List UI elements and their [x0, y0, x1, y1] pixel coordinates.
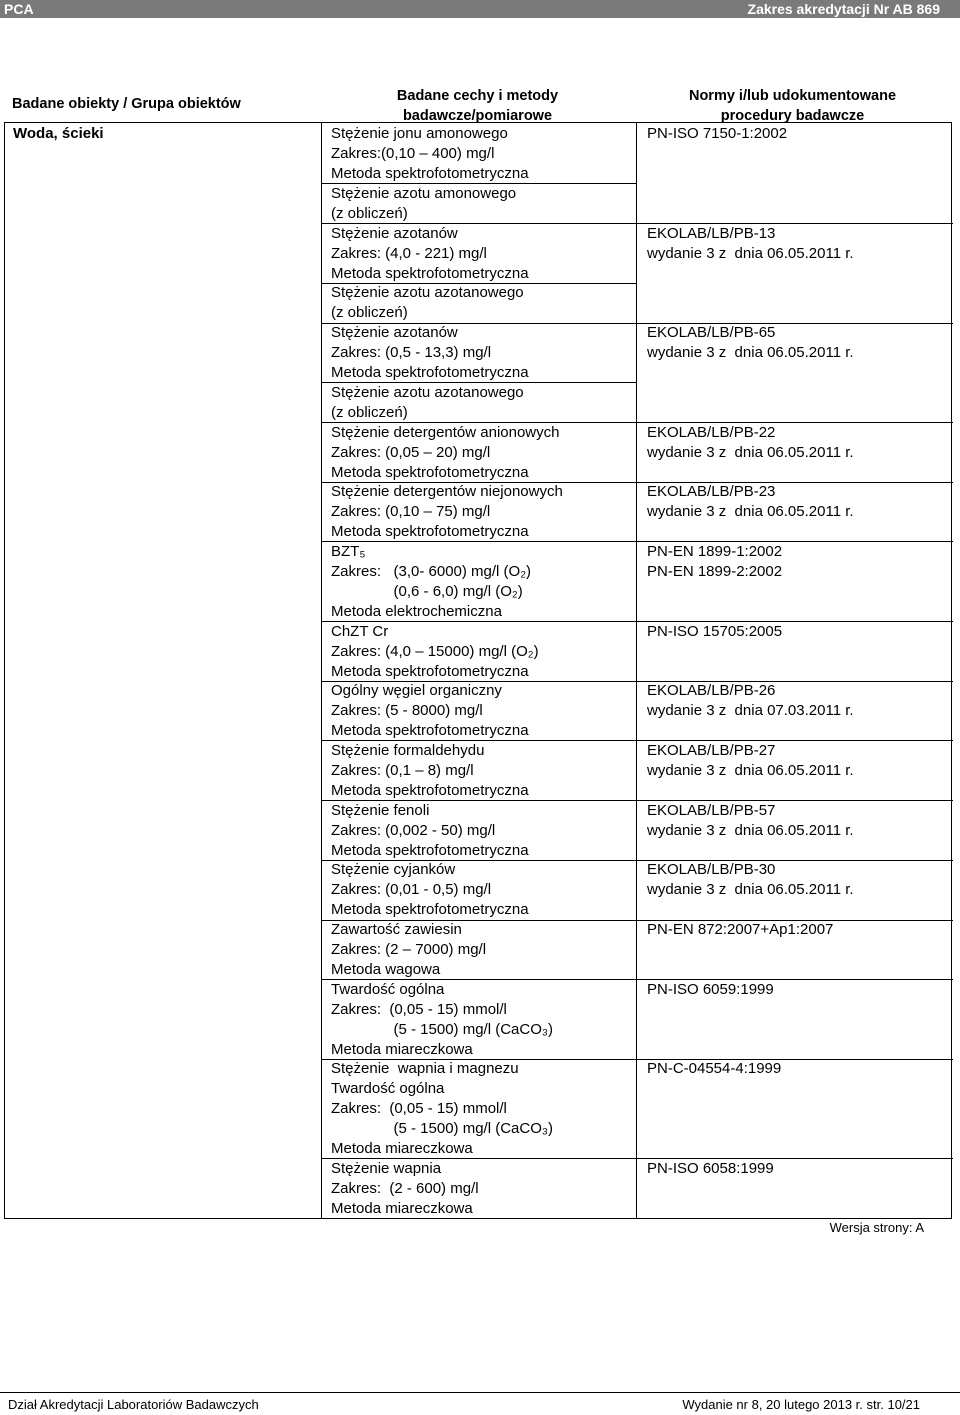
method-cell: [331, 1159, 479, 1219]
norm-cell: [647, 423, 854, 463]
norm-line: PN-ISO 7150-1:2002: [647, 125, 788, 142]
method-line: Stężenie azotu azotanowego: [331, 383, 524, 401]
norm-cell: [647, 1059, 781, 1079]
norm-line: EKOLAB/LB/PB-57: [647, 801, 776, 819]
method-line: Zakres: (0,01 - 0,5) mg/l: [331, 881, 492, 899]
norm-line: PN-EN 1899-2:2002: [647, 562, 783, 580]
norm-line: EKOLAB/LB/PB-65: [647, 324, 776, 341]
norm-line: EKOLAB/LB/PB-27: [647, 741, 776, 759]
norm-line: EKOLAB/LB/PB-13: [647, 224, 776, 242]
header-right: Zakres akredytacji Nr AB 869: [747, 1, 940, 17]
method-line: Metoda spektrofotometryczna: [331, 523, 529, 541]
method-line: Metoda spektrofotometryczna: [331, 722, 529, 740]
method-line: Zakres: (0,002 - 50) mg/l: [331, 821, 496, 839]
norm-line: PN-ISO 6058:1999: [647, 1159, 774, 1177]
method-line: Metoda spektrofotometryczna: [331, 781, 529, 799]
method-cell: [331, 542, 531, 622]
norm-line: EKOLAB/LB/PB-23: [647, 483, 776, 501]
method-line: Metoda wagowa: [331, 961, 441, 978]
method-line: Stężenie formaldehydu: [331, 741, 485, 759]
accreditation-table: [4, 122, 952, 1219]
norm-line: wydanie 3 z dnia 06.05.2011 r.: [647, 244, 854, 262]
method-line: Zakres:(0,10 – 400) mg/l: [331, 145, 495, 162]
method-cell: [331, 622, 539, 682]
method-line: Metoda miareczkowa: [331, 1140, 473, 1158]
header-left: PCA: [4, 1, 34, 17]
column-header-objects-text: Badane obiekty / Grupa obiektów: [12, 96, 241, 112]
method-line: Stężenie azotu azotanowego: [331, 284, 524, 302]
method-line: Metoda spektrofotometryczna: [331, 841, 529, 859]
column-divider: [636, 123, 637, 1218]
column-header-methods-line1: Badane cechy i metody: [396, 88, 559, 104]
method-cell: [331, 860, 529, 920]
norm-cell: [647, 920, 833, 940]
norm-line: wydanie 3 z dnia 06.05.2011 r.: [647, 881, 854, 899]
method-line: Metoda spektrofotometryczna: [331, 364, 529, 381]
method-line: Metoda spektrofotometryczna: [331, 463, 529, 481]
norm-cell: [647, 124, 787, 144]
norm-line: wydanie 3 z dnia 07.03.2011 r.: [647, 702, 854, 720]
column-header-methods-line2: badawcze/pomiarowe: [402, 108, 553, 124]
method-line: Twardość ogólna: [331, 980, 445, 998]
method-line: (z obliczeń): [331, 403, 408, 421]
method-cell: [331, 423, 560, 483]
method-line: ChZT Cr: [331, 622, 389, 640]
norm-line: EKOLAB/LB/PB-26: [647, 682, 776, 700]
column-header-norms-line2: procedury badawcze: [720, 108, 865, 124]
group-name: Woda, ścieki: [13, 125, 104, 142]
method-line: Stężenie jonu amonowego: [331, 125, 508, 142]
method-line: (z obliczeń): [331, 204, 408, 222]
method-line: Metoda spektrofotometryczna: [331, 901, 529, 919]
norm-cell: [647, 801, 854, 841]
norm-cell: [647, 323, 854, 363]
column-header-methods: [320, 86, 635, 126]
method-line: Stężenie detergentów niejonowych: [331, 483, 563, 501]
norm-cell: [647, 542, 782, 582]
method-line: (5 - 1500) mg/l (CaCO₃): [331, 1020, 553, 1038]
method-cell: [331, 283, 524, 323]
norm-cell: [647, 622, 782, 642]
method-cell: [331, 1059, 553, 1159]
norm-line: PN-ISO 6059:1999: [647, 980, 774, 998]
method-line: Metoda miareczkowa: [331, 1040, 473, 1058]
page-version: Wersja strony: A: [829, 1220, 924, 1235]
method-line: Stężenie cyjanków: [331, 861, 456, 879]
method-line: Zakres: (0,1 – 8) mg/l: [331, 761, 474, 779]
method-line: Zakres: (5 - 8000) mg/l: [331, 702, 483, 720]
method-line: Zakres: (0,05 - 15) mmol/l: [331, 1000, 507, 1018]
method-line: Stężenie wapnia i magnezu: [331, 1060, 519, 1078]
method-line: Zakres: (2 – 7000) mg/l: [331, 941, 487, 958]
column-divider: [321, 123, 322, 1218]
method-line: Stężenie wapnia: [331, 1159, 442, 1177]
method-cell: [331, 224, 529, 284]
norm-line: wydanie 3 z dnia 06.05.2011 r.: [647, 761, 854, 779]
norm-line: EKOLAB/LB/PB-22: [647, 423, 776, 441]
method-cell: [331, 383, 524, 423]
footer-divider: [0, 1392, 960, 1393]
method-cell: [331, 184, 516, 224]
norm-cell: [647, 224, 854, 264]
method-line: Zakres: (0,05 – 20) mg/l: [331, 443, 491, 461]
method-line: (0,6 - 6,0) mg/l (O₂): [331, 582, 523, 600]
column-header-norms: [640, 86, 945, 126]
norm-cell: [647, 482, 854, 522]
page-header: [0, 0, 960, 18]
method-line: Metoda miareczkowa: [331, 1199, 473, 1217]
norm-line: wydanie 3 z dnia 06.05.2011 r.: [647, 503, 854, 521]
norm-line: PN-EN 1899-1:2002: [647, 542, 783, 560]
method-cell: [331, 681, 529, 741]
method-line: BZT₅: [331, 542, 366, 560]
method-cell: [331, 323, 529, 383]
method-cell: [331, 741, 529, 801]
norm-line: PN-EN 872:2007+Ap1:2007: [647, 921, 834, 938]
norm-line: PN-ISO 15705:2005: [647, 622, 783, 640]
method-line: Zawartość zawiesin: [331, 921, 462, 938]
footer-right: Wydanie nr 8, 20 lutego 2013 r. str. 10/21: [682, 1397, 920, 1412]
method-line: Metoda spektrofotometryczna: [331, 264, 529, 282]
method-cell: [331, 801, 529, 861]
method-line: Stężenie fenoli: [331, 801, 430, 819]
method-line: Metoda spektrofotometryczna: [331, 662, 529, 680]
method-line: (5 - 1500) mg/l (CaCO₃): [331, 1120, 553, 1138]
norm-cell: [647, 741, 854, 781]
method-line: Zakres: (0,05 - 15) mmol/l: [331, 1100, 507, 1118]
method-line: Zakres: (0,10 – 75) mg/l: [331, 503, 491, 521]
column-header-norms-line1: Normy i/lub udokumentowane: [688, 88, 897, 104]
norm-cell: [647, 681, 854, 721]
norm-line: wydanie 3 z dnia 06.05.2011 r.: [647, 443, 854, 461]
norm-cell: [647, 1159, 774, 1179]
method-cell: [331, 482, 563, 542]
method-line: Stężenie detergentów anionowych: [331, 423, 560, 441]
method-line: Zakres: (0,5 - 13,3) mg/l: [331, 344, 492, 361]
method-line: Twardość ogólna: [331, 1080, 445, 1098]
method-line: Metoda spektrofotometryczna: [331, 165, 529, 182]
norm-line: wydanie 3 z dnia 06.05.2011 r.: [647, 821, 854, 839]
norm-line: EKOLAB/LB/PB-30: [647, 861, 776, 879]
method-line: Zakres: (2 - 600) mg/l: [331, 1179, 479, 1197]
method-line: Zakres: (4,0 – 15000) mg/l (O₂): [331, 642, 539, 660]
method-cell: [331, 124, 529, 184]
method-line: (z obliczeń): [331, 304, 408, 322]
method-line: Stężenie azotu amonowego: [331, 184, 517, 202]
method-line: Zakres: (4,0 - 221) mg/l: [331, 244, 487, 262]
method-cell: [331, 920, 486, 980]
method-line: Metoda elektrochemiczna: [331, 602, 502, 620]
norm-cell: [647, 860, 854, 900]
norm-line: PN-C-04554-4:1999: [647, 1060, 782, 1078]
method-cell: [331, 980, 553, 1060]
method-line: Stężenie azotanów: [331, 324, 458, 341]
column-header-objects: [12, 94, 312, 114]
method-line: Stężenie azotanów: [331, 224, 458, 242]
norm-cell: [647, 980, 774, 1000]
footer-left: Dział Akredytacji Laboratoriów Badawczych: [8, 1397, 259, 1412]
method-line: Ogólny węgiel organiczny: [331, 682, 502, 700]
method-line: Zakres: (3,0- 6000) mg/l (O₂): [331, 562, 532, 580]
norm-line: wydanie 3 z dnia 06.05.2011 r.: [647, 344, 854, 361]
